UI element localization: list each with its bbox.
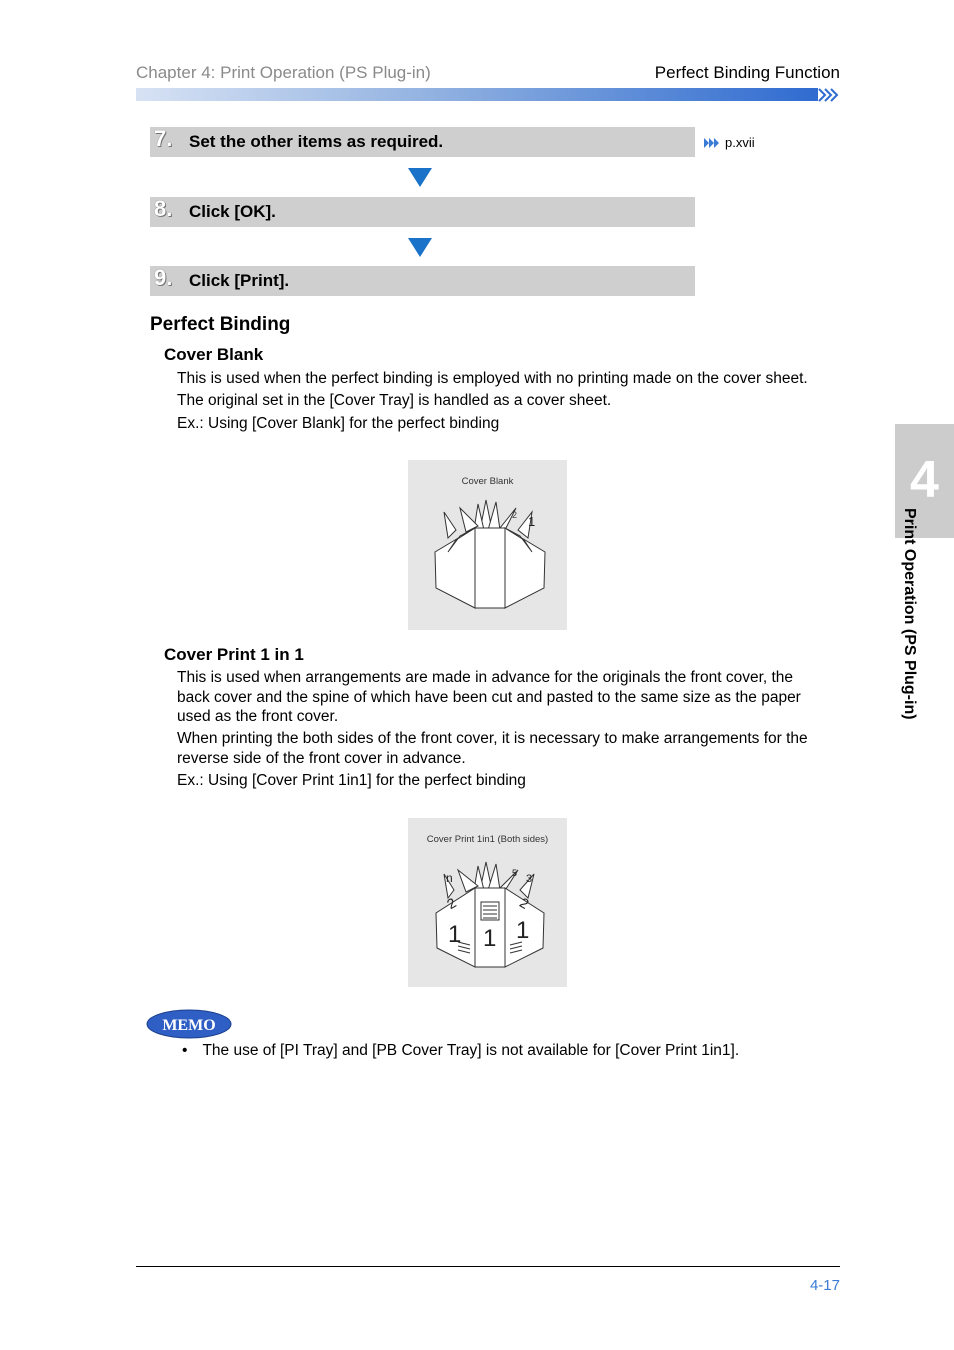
cover-blank-text	[177, 369, 841, 433]
memo-bullet	[182, 1042, 739, 1060]
paragraph-line: The original set in the [Cover Tray] is handled as a cover sheet.	[177, 392, 612, 409]
cover-blank-figure	[408, 460, 567, 630]
svg-text:1: 1	[528, 514, 536, 529]
chapter-tab-label: Print Operation (PS Plug-in)	[901, 508, 918, 720]
figure-caption: Cover Blank	[461, 476, 514, 487]
step-number: 8.	[154, 196, 173, 221]
svg-text:1: 1	[516, 917, 530, 944]
bullet-text: The use of [PI Tray] and [PB Cover Tray] is not available for [Cover Print 1in1].	[202, 1042, 740, 1059]
step-7	[150, 127, 695, 157]
paragraph-line: Ex.: Using [Cover Blank] for the perfect binding	[177, 414, 500, 432]
svg-text:5: 5	[512, 868, 518, 878]
section-heading: Perfect Binding	[150, 314, 291, 335]
step-number: 9.	[154, 265, 173, 290]
chapter-tab-label-wrap	[878, 508, 938, 768]
step-number: 7.	[154, 126, 173, 151]
step-text: Click [Print].	[189, 271, 290, 290]
step-text: Click [OK].	[189, 202, 276, 221]
book-illustration	[408, 818, 567, 987]
paragraph-line: Ex.: Using [Cover Print 1in1] for the perfect binding	[177, 771, 526, 789]
svg-text:2: 2	[512, 510, 518, 520]
chapter-tab-number: 4	[910, 451, 939, 509]
paragraph-line: reverse side of the front cover in advance.	[177, 749, 466, 767]
reference-label[interactable]: p.xvii	[725, 135, 755, 151]
page-reference[interactable]	[703, 134, 755, 150]
cover-print-text	[177, 668, 841, 790]
svg-text:2: 2	[444, 894, 459, 913]
down-arrow-icon	[408, 238, 432, 257]
cover-print-heading: Cover Print 1 in 1	[164, 645, 304, 664]
footer-divider	[136, 1266, 840, 1267]
svg-text:1: 1	[448, 921, 462, 948]
memo-badge	[146, 1009, 232, 1039]
figure-caption: Cover Print 1in1 (Both sides)	[426, 834, 549, 845]
paragraph-line: back cover and the spine of which have been cut and pasted to the same size as the paper	[177, 688, 801, 706]
bullet-mark: •	[182, 1042, 188, 1059]
header-bar	[136, 88, 818, 101]
down-arrow-icon	[408, 168, 432, 187]
svg-text:1: 1	[483, 925, 497, 952]
svg-text:n: n	[446, 871, 453, 885]
paragraph-line: This is used when the perfect binding is employed with no printing made on the cover sheet.	[177, 370, 808, 387]
cover-print-figure	[408, 818, 567, 987]
svg-text:3: 3	[526, 873, 533, 885]
reference-arrow-icon	[703, 138, 721, 148]
step-8	[150, 197, 695, 227]
paragraph-line: used as the front cover.	[177, 708, 339, 725]
paragraph-line: When printing the both sides of the front cover, it is necessary to make arrangements for the	[177, 730, 808, 747]
book-illustration	[408, 460, 567, 630]
step-9	[150, 266, 695, 296]
triple-chevron-icon	[818, 88, 840, 102]
page-number: 4-17	[809, 1277, 840, 1294]
chapter-title: Chapter 4: Print Operation (PS Plug-in)	[136, 63, 431, 82]
cover-blank-heading: Cover Blank	[164, 345, 264, 364]
paragraph-line: This is used when arrangements are made in advance for the originals the front cover, the	[177, 669, 794, 686]
memo-badge-label: MEMO	[162, 1017, 216, 1034]
step-text: Set the other items as required.	[189, 132, 444, 151]
svg-text:2: 2	[517, 894, 532, 912]
section-title: Perfect Binding Function	[654, 63, 840, 82]
